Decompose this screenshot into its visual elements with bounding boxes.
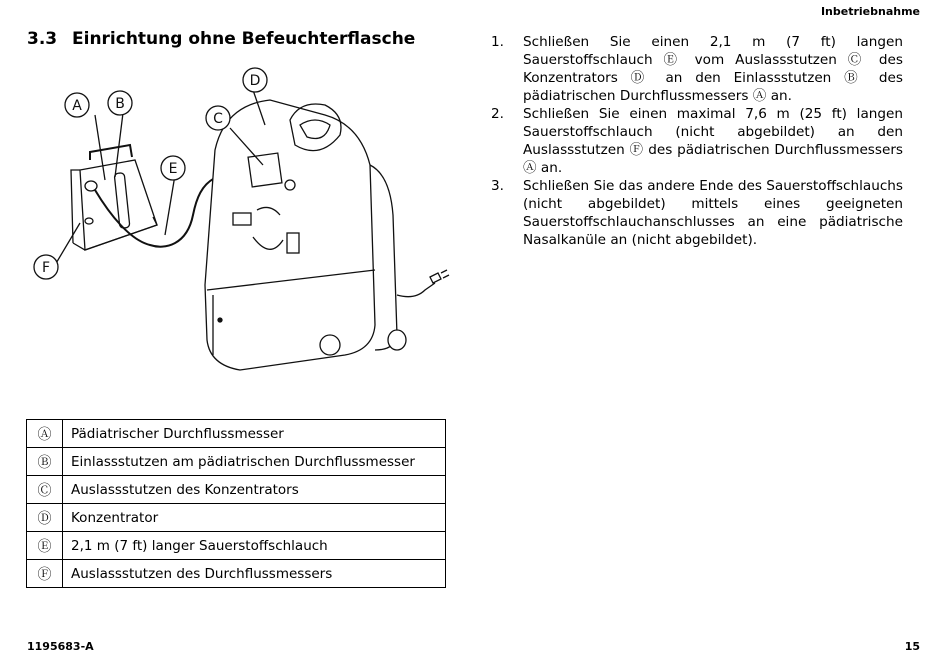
svg-text:F: F (41, 260, 51, 276)
callout-a (65, 93, 89, 117)
legend-row (27, 532, 446, 560)
legend-row (27, 476, 446, 504)
legend-text: Einlassstutzen am pädiatrischen Durchflussmesser (63, 448, 446, 476)
legend-text: 2,1 m (7 ft) langer Sauerstoffschlauch (63, 532, 446, 560)
callout-c (206, 106, 230, 130)
step-item (491, 177, 903, 249)
step-item (491, 33, 903, 105)
step-text: Schließen Sie einen 2,1 m (7 ft) langen Sauerstoffschlauch Ⓔ vom Auslassstutzen Ⓒ des Konzentrators Ⓓ an den Einlassstutzen Ⓑ des pädiatrischen Durchflussmessers Ⓐ an. (523, 34, 903, 104)
setup-illustration (25, 65, 465, 405)
step-text: Schließen Sie einen maximal 7,6 m (25 ft) langen Sauerstoffschlauch (nicht abgebildet) an den Auslassstutzen Ⓕ des pädiatrischen Durchflussmessers Ⓐ an. (523, 106, 903, 176)
step-number: 2. (491, 106, 504, 122)
callout-e (161, 156, 185, 180)
svg-text:E: E (168, 161, 178, 177)
step-number: 3. (491, 178, 504, 194)
legend-key: Ⓔ (27, 532, 63, 560)
legend-row (27, 448, 446, 476)
svg-text:A: A (72, 98, 82, 114)
svg-text:B: B (115, 96, 125, 112)
step-number: 1. (491, 34, 504, 50)
section-number: 3.3 (27, 29, 58, 49)
page-number: 15 (904, 640, 920, 653)
section-title (27, 29, 415, 49)
legend-text: Pädiatrischer Durchflussmesser (63, 420, 446, 448)
legend-row (27, 420, 446, 448)
legend-key: Ⓕ (27, 560, 63, 588)
callout-f (34, 255, 58, 279)
step-item (491, 105, 903, 177)
legend-text: Auslassstutzen des Durchflussmessers (63, 560, 446, 588)
flowmeter-drawing (71, 145, 157, 250)
svg-text:D: D (249, 73, 261, 89)
svg-text:C: C (213, 111, 223, 127)
legend-key: Ⓓ (27, 504, 63, 532)
section-title-text: Einrichtung ohne Befeuchterflasche (72, 29, 416, 49)
legend-row (27, 560, 446, 588)
instruction-steps (491, 33, 903, 249)
callout-b (108, 91, 132, 115)
legend-key: Ⓑ (27, 448, 63, 476)
chapter-header: Inbetriebnahme (820, 5, 920, 18)
legend-key: Ⓐ (27, 420, 63, 448)
legend-key: Ⓒ (27, 476, 63, 504)
step-text: Schließen Sie das andere Ende des Sauerstoffschlauchs (nicht abgebildet) mittels eines geeigneten Sauerstoffschlauchanschlusses an eine pädiatrische Nasalkanüle an (nicht abgebildet). (523, 178, 903, 248)
legend-row (27, 504, 446, 532)
callout-d (243, 68, 267, 92)
document-number: 1195683-A (27, 640, 94, 653)
legend-text: Konzentrator (63, 504, 446, 532)
legend-table (26, 419, 446, 588)
legend-text: Auslassstutzen des Konzentrators (63, 476, 446, 504)
